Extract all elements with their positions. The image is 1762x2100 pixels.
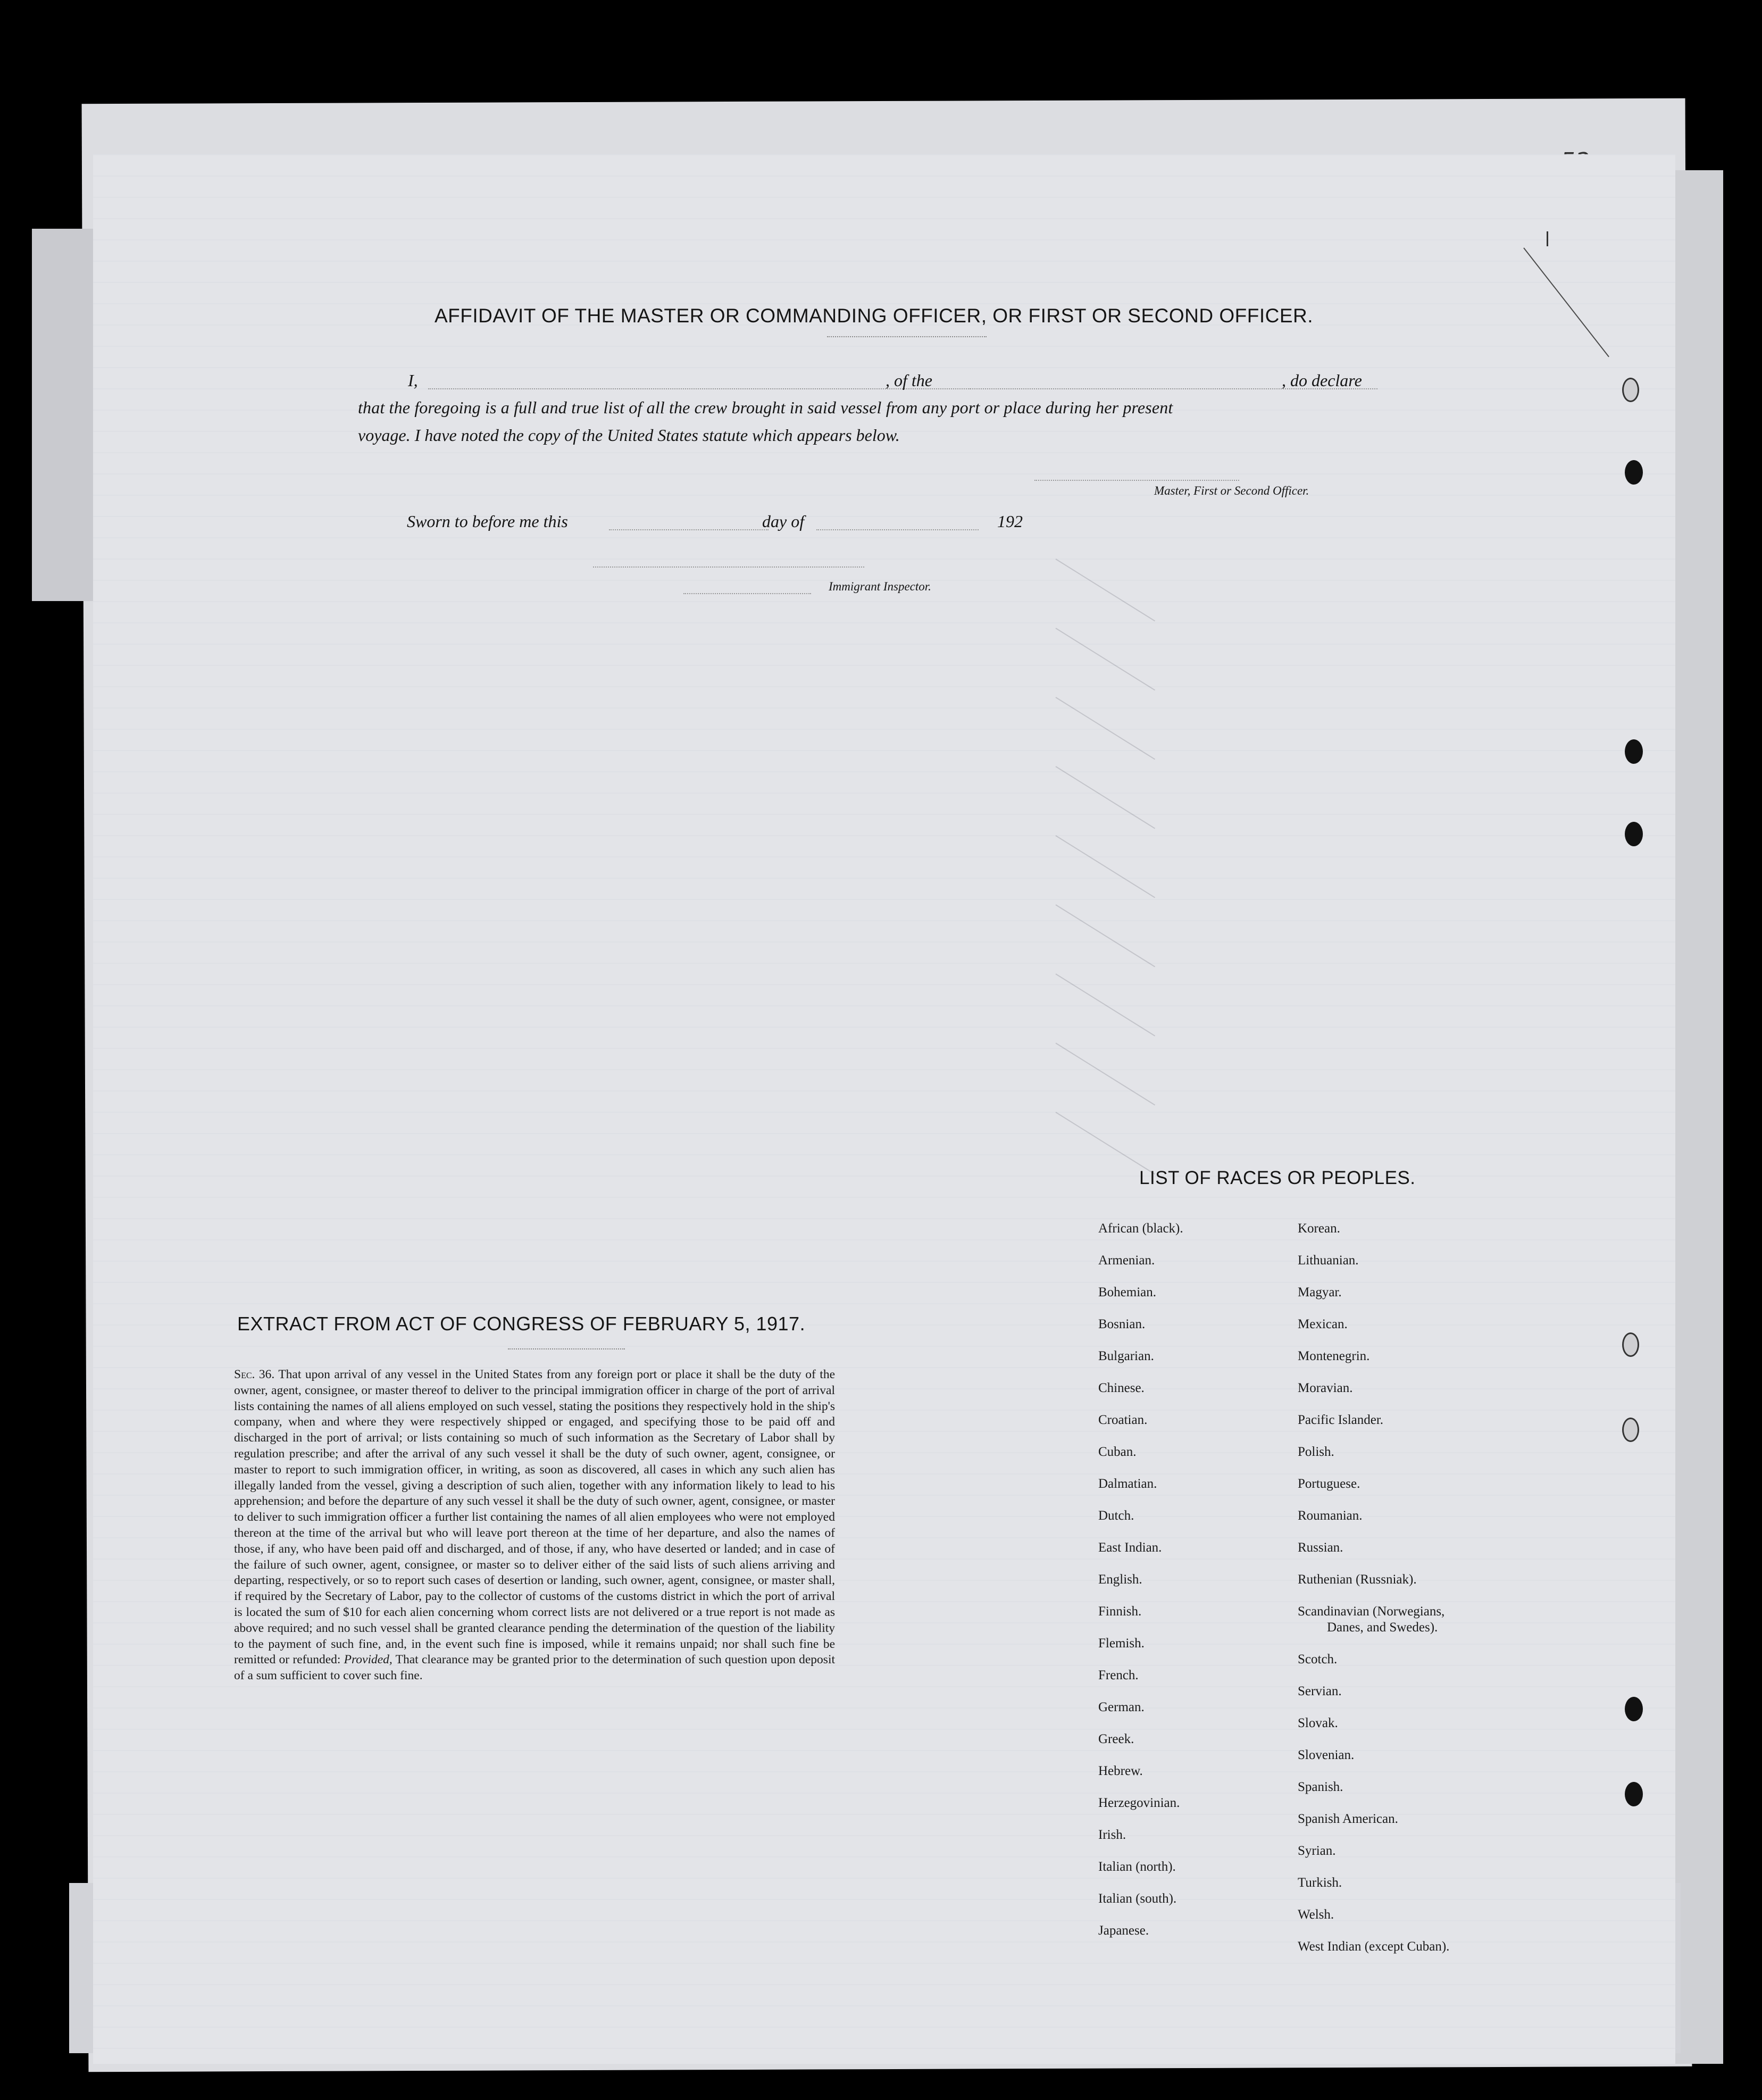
race-item: Spanish American.	[1298, 1812, 1398, 1826]
race-item: West Indian (except Cuban).	[1298, 1939, 1450, 1954]
race-item: Mexican.	[1298, 1317, 1348, 1331]
races-left-column	[1098, 1221, 1183, 1955]
race-item: Turkish.	[1298, 1876, 1342, 1890]
race-item: Lithuanian.	[1298, 1253, 1359, 1268]
inspector-signature-line[interactable]	[593, 566, 864, 568]
affidavit-line-2: that the foregoing is a full and true list of all the crew brought in said vessel from any port or place during her present	[358, 398, 1173, 417]
extract-rule	[508, 1348, 625, 1349]
race-item: Moravian.	[1298, 1381, 1353, 1395]
race-item: Scotch.	[1298, 1652, 1338, 1666]
race-item: Italian (north).	[1098, 1860, 1176, 1874]
signature-caption: Master, First or Second Officer.	[1154, 484, 1309, 497]
race-item: Spanish.	[1298, 1780, 1343, 1794]
punch-hole	[1625, 822, 1643, 846]
race-item: Japanese.	[1098, 1923, 1149, 1938]
race-item: Welsh.	[1298, 1907, 1334, 1922]
underlying-sheet-edge	[1670, 170, 1723, 2064]
title-rule	[827, 336, 987, 337]
punch-hole	[1622, 1332, 1639, 1357]
year-prefix: 192	[997, 512, 1023, 531]
inspector-caption: Immigrant Inspector.	[829, 580, 931, 593]
extract-title: EXTRACT FROM ACT OF CONGRESS OF FEBRUARY 5, 1917.	[237, 1313, 806, 1335]
race-item: Russian.	[1298, 1540, 1343, 1555]
affidavit-of-the: , of the	[886, 371, 932, 390]
race-item: Servian.	[1298, 1684, 1342, 1698]
inspector-signature-line-2[interactable]	[683, 593, 811, 594]
race-item: Polish.	[1298, 1445, 1334, 1459]
race-item: Finnish.	[1098, 1604, 1142, 1619]
race-item: Slovak.	[1298, 1716, 1338, 1730]
bleed-through-mark	[1055, 904, 1155, 967]
punch-hole	[1625, 1697, 1643, 1721]
extract-text-1: That upon arrival of any vessel in the United States from any foreign port or place it shall be the duty of the owner, agent, consignee, or master thereof to deliver to the principal immigration officer in charge of the port of arrival lists containing the names of all aliens employed on such vessel, stating the positions they respectively hold in the ship's company, when and where they were respectively shipped or engaged, and specifying those to be paid off and discharged in the port of arrival; or lists containing so much of such information as the Secretary of Labor shall by regulation prescribe; and after the arrival of any such vessel it shall be the duty of such owner, agent, consignee, or master to report to such immigration officer, in writing, as soon as discovered, all cases in which any such alien has illegally landed from the vessel, giving a description of such alien, together with any information likely to lead to his apprehension; and before the departure of any such vessel it shall be the duty of such owner, agent, consignee, or master to deliver to such immigration officer a further list containing the names of all alien employees who were not employed thereon at the time of the arrival but who will leave port thereon at the time of her departure, and also the names of those, if any, who have been paid off and discharged, and of those, if any, who have deserted or landed; and in case of the failure of such owner, agent, consignee, or master so to deliver either of the said lists of such aliens arriving and departing, respectively, or so to report such cases of desertion or landing, such owner, agent, consignee, or master shall, if required by the Secretary of Labor, pay to the collector of customs of the customs district in which the port of arrival is located the sum of $10 for each alien concerning whom correct lists are not delivered or a true report is not made as above required; and no such vessel shall be granted clearance pending the determination of the question of the liability to the payment of such fine, and, in the event such fine is imposed, while it remains unpaid; nor shall such fine be remitted or refunded:	[234, 1368, 836, 1667]
punch-hole	[1625, 460, 1643, 485]
punch-hole	[1622, 378, 1639, 402]
affidavit-i: I,	[408, 371, 418, 390]
bleed-through-mark	[1055, 1112, 1155, 1174]
punch-hole	[1625, 1782, 1643, 1806]
race-item: English.	[1098, 1572, 1142, 1587]
bleed-through-mark	[1055, 835, 1155, 898]
race-item: Herzegovinian.	[1098, 1796, 1180, 1810]
torn-sheet-edge	[32, 229, 96, 601]
race-item: Portuguese.	[1298, 1477, 1360, 1491]
race-item: Dalmatian.	[1098, 1477, 1157, 1491]
punch-hole	[1625, 739, 1643, 764]
race-item: Chinese.	[1098, 1381, 1145, 1395]
section-label: Sec. 36.	[234, 1368, 275, 1381]
race-item: Danes, and Swedes).	[1327, 1620, 1438, 1635]
race-item: Greek.	[1098, 1732, 1134, 1746]
bleed-through-mark	[1055, 1043, 1155, 1105]
race-item: Bohemian.	[1098, 1285, 1157, 1299]
race-item: Dutch.	[1098, 1509, 1134, 1523]
race-item: Pacific Islander.	[1298, 1413, 1384, 1427]
race-item: Flemish.	[1098, 1636, 1145, 1651]
sworn-text: Sworn to before me this	[407, 512, 568, 531]
race-item: French.	[1098, 1668, 1139, 1682]
race-item: Scandinavian (Norwegians,	[1298, 1604, 1445, 1619]
punch-hole	[1622, 1418, 1639, 1442]
bleed-through-mark	[1055, 559, 1155, 621]
race-item: Irish.	[1098, 1828, 1126, 1842]
affidavit-line-3: voyage. I have noted the copy of the United States statute which appears below.	[358, 426, 900, 445]
affidavit-declare: , do declare	[1282, 371, 1362, 390]
day-blank[interactable]	[609, 529, 769, 530]
extract-body	[234, 1367, 835, 1684]
extract-text-2: That clearance may be granted prior to the determination of such question upon deposit of a sum sufficient to cover such fine.	[234, 1653, 836, 1683]
race-item: East Indian.	[1098, 1540, 1162, 1555]
pen-mark	[1547, 231, 1548, 246]
race-item: German.	[1098, 1700, 1145, 1714]
document-page	[93, 154, 1675, 2064]
race-item: Hebrew.	[1098, 1764, 1143, 1778]
race-item: Roumanian.	[1298, 1509, 1363, 1523]
race-item: Bulgarian.	[1098, 1349, 1154, 1363]
month-blank[interactable]	[816, 529, 979, 530]
race-item: Montenegrin.	[1298, 1349, 1370, 1363]
day-of-text: day of	[762, 512, 805, 531]
bleed-through-mark	[1055, 697, 1155, 760]
races-title: LIST OF RACES OR PEOPLES.	[1139, 1168, 1416, 1188]
officer-signature-line[interactable]	[1034, 480, 1239, 481]
race-item: Cuban.	[1098, 1445, 1137, 1459]
bleed-through-mark	[1055, 766, 1155, 829]
race-item: Magyar.	[1298, 1285, 1342, 1299]
race-item: African (black).	[1098, 1221, 1183, 1236]
race-item: Italian (south).	[1098, 1891, 1177, 1906]
race-item: Syrian.	[1298, 1844, 1336, 1858]
race-item: Croatian.	[1098, 1413, 1148, 1427]
pen-mark	[1523, 247, 1609, 357]
race-item: Armenian.	[1098, 1253, 1155, 1268]
bleed-through-mark	[1055, 628, 1155, 690]
races-right-column	[1298, 1221, 1449, 1971]
bleed-through-mark	[1055, 973, 1155, 1036]
race-item: Slovenian.	[1298, 1748, 1355, 1762]
provided-word: Provided,	[344, 1653, 393, 1667]
race-item: Ruthenian (Russniak).	[1298, 1572, 1417, 1587]
race-item: Korean.	[1298, 1221, 1340, 1236]
race-item: Bosnian.	[1098, 1317, 1146, 1331]
affidavit-title: AFFIDAVIT OF THE MASTER OR COMMANDING OFFICER, OR FIRST OR SECOND OFFICER.	[435, 305, 1314, 327]
